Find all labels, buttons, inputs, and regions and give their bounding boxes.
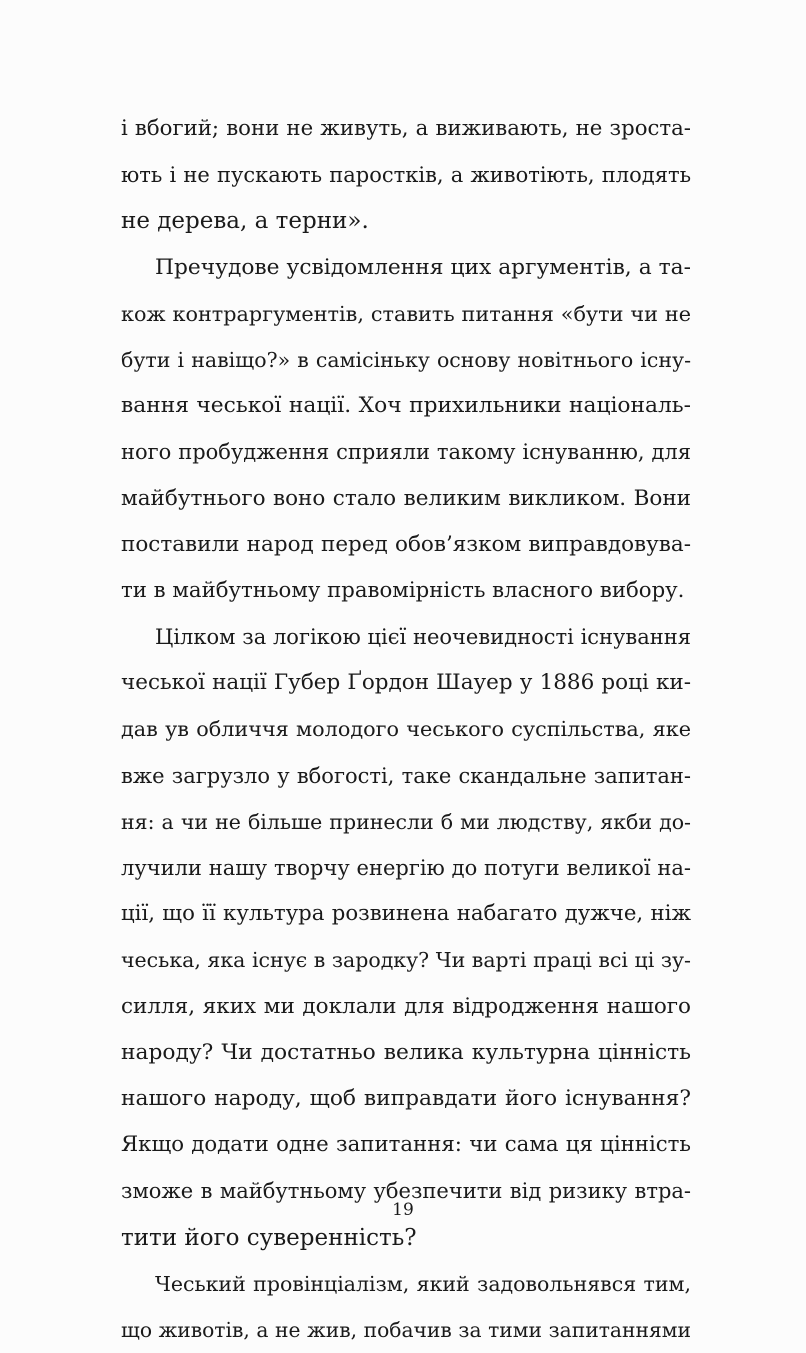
text-line: силля, яких ми доклали для відродження нашого: [121, 993, 691, 1019]
text-line: майбутнього воно стало великим викликом. Вони: [121, 485, 691, 511]
text-line: дав ув обличчя молодого чеського суспільства, яке: [121, 717, 691, 742]
text-line: чеської нації Губер Ґордон Шауер у 1886 році ки-: [121, 670, 691, 696]
text-line: і вбогий; вони не живуть, а виживають, не зроста-: [121, 116, 691, 141]
text-line: лучили нашу творчу енергію до потуги великої на-: [121, 856, 691, 880]
text-line: Пречудове усвідомлення цих аргументів, а та-: [155, 254, 691, 280]
text-line: ного пробудження сприяли такому існуванню, для: [121, 440, 691, 465]
text-line: вже загрузло у вбогості, таке скандальне запитан-: [121, 763, 691, 788]
text-line: ти в майбутньому правомірність власного вибору.: [121, 577, 685, 603]
text-line: ня: а чи не більше принесли б ми людству, якби до-: [121, 809, 691, 834]
text-line: поставили народ перед обов’язком виправдовува-: [121, 531, 691, 557]
text-line: кож контраргументів, ставить питання «бути чи не: [121, 301, 691, 326]
text-line: ють і не пускають паростків, а животіють, плодять: [121, 163, 691, 188]
text-line: чеська, яка існує в зародку? Чи варті праці всі ці зу-: [121, 948, 691, 973]
text-line: вання чеської нації. Хоч прихильники національ-: [121, 393, 691, 419]
text-line: тити його суверенність?: [121, 1224, 417, 1251]
text-line: не дерева, а терни».: [121, 208, 369, 235]
text-line: нашого народу, щоб виправдати його існування?: [121, 1085, 691, 1111]
text-line: Чеський провінціалізм, який задовольнявся тим,: [155, 1271, 691, 1296]
page-number: 19: [392, 1200, 414, 1220]
text-line: ції, що її культура розвинена набагато дужче, ніж: [121, 901, 691, 927]
text-line: бути і навіщо?» в самісіньку основу новітнього існу-: [121, 347, 691, 372]
text-line: що животів, а не жив, побачив за тими запитаннями: [121, 1317, 691, 1342]
text-line: Цілком за логікою цієї неочевидності існування: [155, 625, 691, 650]
body-text: [121, 106, 691, 1353]
text-line: зможе в майбутньому убезпечити від ризику втра-: [121, 1179, 691, 1204]
text-line: народу? Чи достатньо велика культурна цінність: [121, 1039, 691, 1065]
text-line: Якщо додати одне запитання: чи сама ця цінність: [121, 1132, 691, 1158]
